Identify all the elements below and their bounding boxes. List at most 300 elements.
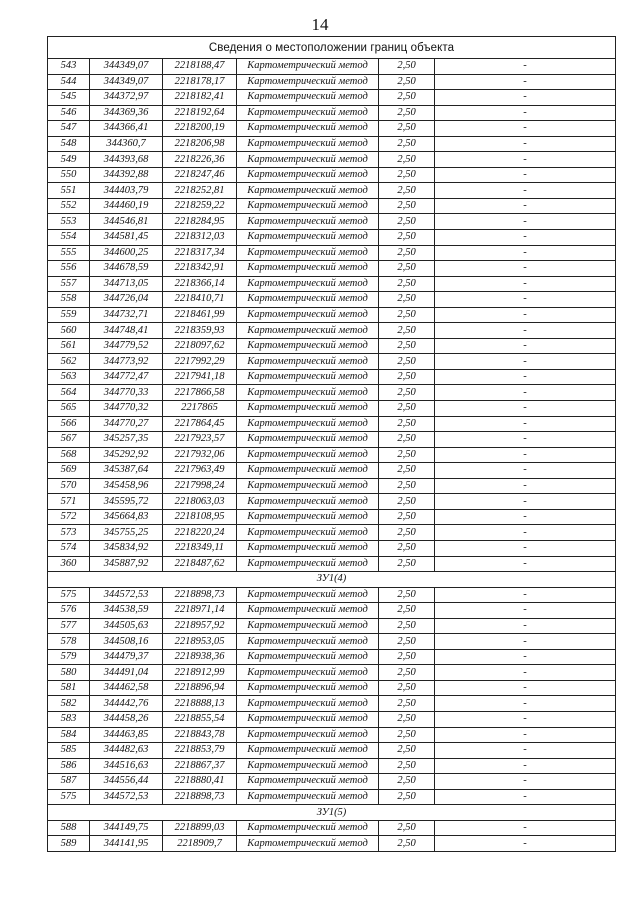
coord-y-cell: 2218899,03 — [163, 820, 237, 836]
description-cell: - — [435, 307, 616, 323]
description-cell: - — [435, 618, 616, 634]
coord-y-cell: 2218487,62 — [163, 556, 237, 572]
point-number-cell: 561 — [48, 338, 90, 354]
table-row — [48, 494, 616, 510]
coord-y-cell: 2218898,73 — [163, 587, 237, 603]
description-cell: - — [435, 556, 616, 572]
coord-x-cell: 344392,88 — [90, 167, 163, 183]
point-number-cell: 581 — [48, 680, 90, 696]
table-row — [48, 152, 616, 168]
method-cell: Картометрический метод — [237, 152, 379, 168]
coord-y-cell: 2218097,62 — [163, 338, 237, 354]
method-cell: Картометрический метод — [237, 121, 379, 137]
point-number-cell: 565 — [48, 401, 90, 417]
coord-x-cell: 344403,79 — [90, 183, 163, 199]
method-cell: Картометрический метод — [237, 167, 379, 183]
description-cell: - — [435, 540, 616, 556]
method-cell: Картометрический метод — [237, 261, 379, 277]
coord-x-cell: 344572,53 — [90, 789, 163, 805]
table-title: Сведения о местоположении границ объекта — [48, 37, 616, 59]
description-cell: - — [435, 338, 616, 354]
point-number-cell: 580 — [48, 665, 90, 681]
description-cell: - — [435, 136, 616, 152]
accuracy-cell: 2,50 — [379, 727, 435, 743]
coord-y-cell: 2217963,49 — [163, 463, 237, 479]
table-row — [48, 136, 616, 152]
point-number-cell: 553 — [48, 214, 90, 230]
method-cell: Картометрический метод — [237, 680, 379, 696]
method-cell: Картометрический метод — [237, 292, 379, 308]
point-number-cell: 558 — [48, 292, 90, 308]
accuracy-cell: 2,50 — [379, 618, 435, 634]
accuracy-cell: 2,50 — [379, 121, 435, 137]
method-cell: Картометрический метод — [237, 183, 379, 199]
method-cell: Картометрический метод — [237, 603, 379, 619]
method-cell: Картометрический метод — [237, 74, 379, 90]
coord-y-cell: 2218888,13 — [163, 696, 237, 712]
method-cell: Картометрический метод — [237, 618, 379, 634]
coord-y-cell: 2218410,71 — [163, 292, 237, 308]
accuracy-cell: 2,50 — [379, 603, 435, 619]
accuracy-cell: 2,50 — [379, 432, 435, 448]
coord-x-cell: 344479,37 — [90, 649, 163, 665]
table-row — [48, 758, 616, 774]
coord-y-cell: 2218912,99 — [163, 665, 237, 681]
point-number-cell: 555 — [48, 245, 90, 261]
table-row — [48, 649, 616, 665]
method-cell: Картометрический метод — [237, 478, 379, 494]
coord-x-cell: 344581,45 — [90, 230, 163, 246]
table-row — [48, 587, 616, 603]
method-cell: Картометрический метод — [237, 105, 379, 121]
table-row — [48, 680, 616, 696]
point-number-cell: 544 — [48, 74, 90, 90]
description-cell: - — [435, 587, 616, 603]
description-cell: - — [435, 292, 616, 308]
accuracy-cell: 2,50 — [379, 820, 435, 836]
description-cell: - — [435, 59, 616, 75]
table-row — [48, 509, 616, 525]
coord-x-cell: 344678,59 — [90, 261, 163, 277]
description-cell: - — [435, 789, 616, 805]
coord-y-cell: 2218953,05 — [163, 634, 237, 650]
coord-y-cell: 2218461,99 — [163, 307, 237, 323]
coord-x-cell: 344770,32 — [90, 401, 163, 417]
method-cell: Картометрический метод — [237, 90, 379, 106]
table-row — [48, 447, 616, 463]
description-cell: - — [435, 758, 616, 774]
accuracy-cell: 2,50 — [379, 136, 435, 152]
table-row — [48, 836, 616, 852]
accuracy-cell: 2,50 — [379, 292, 435, 308]
point-number-cell: 583 — [48, 711, 90, 727]
description-cell: - — [435, 261, 616, 277]
table-row — [48, 478, 616, 494]
table-title-row — [48, 37, 616, 59]
method-cell: Картометрический метод — [237, 649, 379, 665]
coord-y-cell: 2217932,06 — [163, 447, 237, 463]
method-cell: Картометрический метод — [237, 494, 379, 510]
accuracy-cell: 2,50 — [379, 214, 435, 230]
point-number-cell: 579 — [48, 649, 90, 665]
point-number-cell: 548 — [48, 136, 90, 152]
method-cell: Картометрический метод — [237, 245, 379, 261]
point-number-cell: 573 — [48, 525, 90, 541]
coord-y-cell: 2218855,54 — [163, 711, 237, 727]
accuracy-cell: 2,50 — [379, 152, 435, 168]
coord-y-cell: 2218317,34 — [163, 245, 237, 261]
table-row — [48, 354, 616, 370]
accuracy-cell: 2,50 — [379, 307, 435, 323]
accuracy-cell: 2,50 — [379, 401, 435, 417]
coord-y-cell: 2218312,03 — [163, 230, 237, 246]
point-number-cell: 563 — [48, 369, 90, 385]
table-row — [48, 463, 616, 479]
accuracy-cell: 2,50 — [379, 261, 435, 277]
coord-y-cell: 2218359,93 — [163, 323, 237, 339]
coord-x-cell: 344732,71 — [90, 307, 163, 323]
method-cell: Картометрический метод — [237, 556, 379, 572]
coord-y-cell: 2218200,19 — [163, 121, 237, 137]
section-header-row — [48, 805, 616, 821]
table-row — [48, 432, 616, 448]
description-cell: - — [435, 323, 616, 339]
table-row — [48, 634, 616, 650]
point-number-cell: 551 — [48, 183, 90, 199]
coord-x-cell: 344349,07 — [90, 74, 163, 90]
point-number-cell: 360 — [48, 556, 90, 572]
accuracy-cell: 2,50 — [379, 494, 435, 510]
point-number-cell: 546 — [48, 105, 90, 121]
point-number-cell: 571 — [48, 494, 90, 510]
accuracy-cell: 2,50 — [379, 276, 435, 292]
coord-y-cell: 2218252,81 — [163, 183, 237, 199]
accuracy-cell: 2,50 — [379, 509, 435, 525]
table-row — [48, 90, 616, 106]
description-cell: - — [435, 447, 616, 463]
accuracy-cell: 2,50 — [379, 463, 435, 479]
table-row — [48, 711, 616, 727]
table-row — [48, 820, 616, 836]
point-number-cell: 575 — [48, 789, 90, 805]
accuracy-cell: 2,50 — [379, 711, 435, 727]
point-number-cell: 585 — [48, 743, 90, 759]
description-cell: - — [435, 354, 616, 370]
accuracy-cell: 2,50 — [379, 198, 435, 214]
point-number-cell: 588 — [48, 820, 90, 836]
table-row — [48, 338, 616, 354]
point-number-cell: 559 — [48, 307, 90, 323]
accuracy-cell: 2,50 — [379, 556, 435, 572]
accuracy-cell: 2,50 — [379, 245, 435, 261]
coord-x-cell: 344600,25 — [90, 245, 163, 261]
table-row — [48, 789, 616, 805]
table-row — [48, 323, 616, 339]
accuracy-cell: 2,50 — [379, 649, 435, 665]
description-cell: - — [435, 198, 616, 214]
table-row — [48, 525, 616, 541]
accuracy-cell: 2,50 — [379, 183, 435, 199]
coord-x-cell: 344773,92 — [90, 354, 163, 370]
coord-y-cell: 2218342,91 — [163, 261, 237, 277]
table-row — [48, 261, 616, 277]
description-cell: - — [435, 727, 616, 743]
description-cell: - — [435, 603, 616, 619]
description-cell: - — [435, 696, 616, 712]
description-cell: - — [435, 167, 616, 183]
accuracy-cell: 2,50 — [379, 369, 435, 385]
coord-x-cell: 344772,47 — [90, 369, 163, 385]
accuracy-cell: 2,50 — [379, 59, 435, 75]
method-cell: Картометрический метод — [237, 447, 379, 463]
coord-x-cell: 344726,04 — [90, 292, 163, 308]
description-cell: - — [435, 743, 616, 759]
table-row — [48, 214, 616, 230]
description-cell: - — [435, 836, 616, 852]
description-cell: - — [435, 649, 616, 665]
table-row — [48, 183, 616, 199]
point-number-cell: 564 — [48, 385, 90, 401]
point-number-cell: 549 — [48, 152, 90, 168]
section-label: ЗУ1(5) — [48, 805, 616, 821]
coord-x-cell: 344462,58 — [90, 680, 163, 696]
accuracy-cell: 2,50 — [379, 447, 435, 463]
coord-y-cell: 2217992,29 — [163, 354, 237, 370]
method-cell: Картометрический метод — [237, 711, 379, 727]
coord-y-cell: 2217923,57 — [163, 432, 237, 448]
point-number-cell: 545 — [48, 90, 90, 106]
accuracy-cell: 2,50 — [379, 665, 435, 681]
coord-y-cell: 2218957,92 — [163, 618, 237, 634]
coord-x-cell: 344141,95 — [90, 836, 163, 852]
coord-y-cell: 2218220,24 — [163, 525, 237, 541]
description-cell: - — [435, 90, 616, 106]
coord-y-cell: 2218896,94 — [163, 680, 237, 696]
table-row — [48, 416, 616, 432]
accuracy-cell: 2,50 — [379, 323, 435, 339]
accuracy-cell: 2,50 — [379, 680, 435, 696]
coord-x-cell: 344366,41 — [90, 121, 163, 137]
coord-x-cell: 344372,97 — [90, 90, 163, 106]
coord-x-cell: 344491,04 — [90, 665, 163, 681]
method-cell: Картометрический метод — [237, 198, 379, 214]
method-cell: Картометрический метод — [237, 369, 379, 385]
coord-x-cell: 344779,52 — [90, 338, 163, 354]
coord-y-cell: 2218938,36 — [163, 649, 237, 665]
coord-x-cell: 344442,76 — [90, 696, 163, 712]
method-cell: Картометрический метод — [237, 59, 379, 75]
coord-y-cell: 2218909,7 — [163, 836, 237, 852]
description-cell: - — [435, 385, 616, 401]
accuracy-cell: 2,50 — [379, 338, 435, 354]
coord-x-cell: 344458,26 — [90, 711, 163, 727]
coord-y-cell: 2218971,14 — [163, 603, 237, 619]
point-number-cell: 570 — [48, 478, 90, 494]
coord-x-cell: 344393,68 — [90, 152, 163, 168]
coord-x-cell: 345595,72 — [90, 494, 163, 510]
coord-y-cell: 2218247,46 — [163, 167, 237, 183]
method-cell: Картометрический метод — [237, 758, 379, 774]
method-cell: Картометрический метод — [237, 307, 379, 323]
table-row — [48, 401, 616, 417]
method-cell: Картометрический метод — [237, 401, 379, 417]
accuracy-cell: 2,50 — [379, 758, 435, 774]
coord-y-cell: 2218880,41 — [163, 774, 237, 790]
table-row — [48, 167, 616, 183]
coord-x-cell: 344770,27 — [90, 416, 163, 432]
point-number-cell: 560 — [48, 323, 90, 339]
description-cell: - — [435, 416, 616, 432]
accuracy-cell: 2,50 — [379, 743, 435, 759]
point-number-cell: 547 — [48, 121, 90, 137]
table-row — [48, 276, 616, 292]
point-number-cell: 576 — [48, 603, 90, 619]
method-cell: Картометрический метод — [237, 354, 379, 370]
accuracy-cell: 2,50 — [379, 587, 435, 603]
table-row — [48, 230, 616, 246]
coord-y-cell: 2218206,98 — [163, 136, 237, 152]
point-number-cell: 589 — [48, 836, 90, 852]
method-cell: Картометрический метод — [237, 214, 379, 230]
point-number-cell: 582 — [48, 696, 90, 712]
coord-y-cell: 2217866,58 — [163, 385, 237, 401]
description-cell: - — [435, 494, 616, 510]
point-number-cell: 587 — [48, 774, 90, 790]
method-cell: Картометрический метод — [237, 136, 379, 152]
description-cell: - — [435, 774, 616, 790]
accuracy-cell: 2,50 — [379, 634, 435, 650]
coord-x-cell: 344538,59 — [90, 603, 163, 619]
coord-x-cell: 345887,92 — [90, 556, 163, 572]
accuracy-cell: 2,50 — [379, 90, 435, 106]
point-number-cell: 543 — [48, 59, 90, 75]
point-number-cell: 552 — [48, 198, 90, 214]
section-header-row — [48, 572, 616, 588]
point-number-cell: 569 — [48, 463, 90, 479]
description-cell: - — [435, 74, 616, 90]
coord-y-cell: 2218178,17 — [163, 74, 237, 90]
point-number-cell: 575 — [48, 587, 90, 603]
method-cell: Картометрический метод — [237, 789, 379, 805]
coord-y-cell: 2217865 — [163, 401, 237, 417]
description-cell: - — [435, 369, 616, 385]
accuracy-cell: 2,50 — [379, 478, 435, 494]
point-number-cell: 584 — [48, 727, 90, 743]
coord-x-cell: 344505,63 — [90, 618, 163, 634]
description-cell: - — [435, 401, 616, 417]
coord-y-cell: 2218349,11 — [163, 540, 237, 556]
coord-x-cell: 344713,05 — [90, 276, 163, 292]
coord-x-cell: 344508,16 — [90, 634, 163, 650]
description-cell: - — [435, 711, 616, 727]
coord-y-cell: 2218366,14 — [163, 276, 237, 292]
table-row — [48, 385, 616, 401]
coord-x-cell: 344460,19 — [90, 198, 163, 214]
accuracy-cell: 2,50 — [379, 74, 435, 90]
description-cell: - — [435, 432, 616, 448]
boundary-coordinates-table — [47, 36, 616, 852]
description-cell: - — [435, 152, 616, 168]
table-row — [48, 540, 616, 556]
method-cell: Картометрический метод — [237, 509, 379, 525]
section-label: ЗУ1(4) — [48, 572, 616, 588]
description-cell: - — [435, 245, 616, 261]
description-cell: - — [435, 525, 616, 541]
coord-y-cell: 2218867,37 — [163, 758, 237, 774]
point-number-cell: 567 — [48, 432, 90, 448]
coord-y-cell: 2218284,95 — [163, 214, 237, 230]
table-row — [48, 59, 616, 75]
description-cell: - — [435, 478, 616, 494]
coord-x-cell: 345664,83 — [90, 509, 163, 525]
method-cell: Картометрический метод — [237, 432, 379, 448]
description-cell: - — [435, 230, 616, 246]
coord-y-cell: 2218182,41 — [163, 90, 237, 106]
point-number-cell: 556 — [48, 261, 90, 277]
description-cell: - — [435, 276, 616, 292]
coord-y-cell: 2218063,03 — [163, 494, 237, 510]
point-number-cell: 562 — [48, 354, 90, 370]
coord-x-cell: 345387,64 — [90, 463, 163, 479]
coord-y-cell: 2218226,36 — [163, 152, 237, 168]
point-number-cell: 566 — [48, 416, 90, 432]
accuracy-cell: 2,50 — [379, 416, 435, 432]
point-number-cell: 586 — [48, 758, 90, 774]
method-cell: Картометрический метод — [237, 525, 379, 541]
accuracy-cell: 2,50 — [379, 540, 435, 556]
method-cell: Картометрический метод — [237, 230, 379, 246]
table-row — [48, 774, 616, 790]
point-number-cell: 557 — [48, 276, 90, 292]
coord-x-cell: 344463,85 — [90, 727, 163, 743]
table-row — [48, 696, 616, 712]
point-number-cell: 578 — [48, 634, 90, 650]
method-cell: Картометрический метод — [237, 820, 379, 836]
accuracy-cell: 2,50 — [379, 230, 435, 246]
accuracy-cell: 2,50 — [379, 105, 435, 121]
accuracy-cell: 2,50 — [379, 836, 435, 852]
description-cell: - — [435, 105, 616, 121]
coord-x-cell: 344516,63 — [90, 758, 163, 774]
method-cell: Картометрический метод — [237, 665, 379, 681]
description-cell: - — [435, 183, 616, 199]
description-cell: - — [435, 665, 616, 681]
coord-x-cell: 344770,33 — [90, 385, 163, 401]
method-cell: Картометрический метод — [237, 727, 379, 743]
method-cell: Картометрический метод — [237, 323, 379, 339]
description-cell: - — [435, 121, 616, 137]
accuracy-cell: 2,50 — [379, 385, 435, 401]
coord-y-cell: 2218188,47 — [163, 59, 237, 75]
table-row — [48, 618, 616, 634]
table-row — [48, 105, 616, 121]
coord-y-cell: 2218898,73 — [163, 789, 237, 805]
coord-y-cell: 2217864,45 — [163, 416, 237, 432]
accuracy-cell: 2,50 — [379, 167, 435, 183]
method-cell: Картометрический метод — [237, 774, 379, 790]
point-number-cell: 554 — [48, 230, 90, 246]
coord-x-cell: 344556,44 — [90, 774, 163, 790]
point-number-cell: 574 — [48, 540, 90, 556]
coord-x-cell: 344482,63 — [90, 743, 163, 759]
coord-y-cell: 2218108,95 — [163, 509, 237, 525]
table-row — [48, 292, 616, 308]
method-cell: Картометрический метод — [237, 338, 379, 354]
table-row — [48, 727, 616, 743]
description-cell: - — [435, 820, 616, 836]
description-cell: - — [435, 214, 616, 230]
coord-x-cell: 345257,35 — [90, 432, 163, 448]
